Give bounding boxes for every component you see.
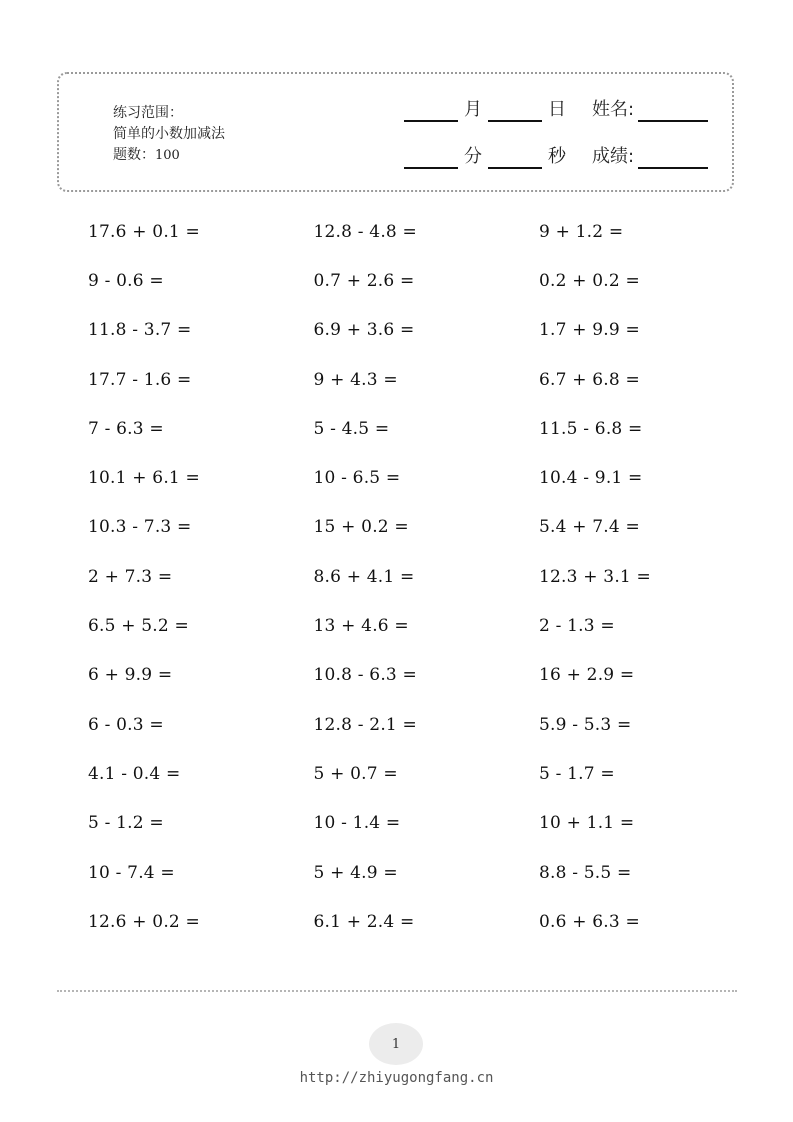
day-blank[interactable] xyxy=(488,100,542,122)
problem-row xyxy=(88,601,768,650)
problem: 8.8 - 5.5 = xyxy=(539,862,632,883)
range-label: 练习范围： xyxy=(113,105,183,121)
problem: 13 + 4.6 = xyxy=(313,616,409,637)
problem: 0.2 + 0.2 = xyxy=(539,270,640,291)
problem: 11.8 - 3.7 = xyxy=(88,320,192,341)
problem-row xyxy=(88,700,768,749)
problem-row xyxy=(88,355,768,404)
problem: 10.1 + 6.1 = xyxy=(88,468,200,489)
problem-row xyxy=(88,848,768,897)
problem: 17.7 - 1.6 = xyxy=(88,369,192,390)
problem: 16 + 2.9 = xyxy=(539,665,635,686)
problem-row xyxy=(88,256,768,305)
name-label: 姓名: xyxy=(592,99,635,120)
problem: 4.1 - 0.4 = xyxy=(88,763,181,784)
problem: 8.6 + 4.1 = xyxy=(313,566,415,587)
problem: 12.8 - 4.8 = xyxy=(313,221,417,242)
problem: 17.6 + 0.1 = xyxy=(88,221,200,242)
problem: 12.8 - 2.1 = xyxy=(313,714,417,735)
problem: 6.7 + 6.8 = xyxy=(539,369,640,390)
second-label: 秒 xyxy=(548,146,566,167)
name-blank[interactable] xyxy=(638,100,708,122)
count-line xyxy=(113,145,225,166)
month-blank[interactable] xyxy=(404,100,458,122)
footer-divider xyxy=(57,990,737,992)
time-score-row xyxy=(404,145,708,169)
problem: 6 - 0.3 = xyxy=(88,714,164,735)
problem: 9 + 4.3 = xyxy=(313,369,398,390)
problem: 10 - 7.4 = xyxy=(88,862,175,883)
problem-row xyxy=(88,306,768,355)
problem: 6.1 + 2.4 = xyxy=(313,911,415,932)
problem: 5 - 1.2 = xyxy=(88,813,164,834)
problem-row xyxy=(88,552,768,601)
count-label: 题数： xyxy=(113,147,155,163)
problem: 12.6 + 0.2 = xyxy=(88,911,200,932)
problem: 5.9 - 5.3 = xyxy=(539,714,632,735)
problem: 5 - 4.5 = xyxy=(313,418,390,439)
problem-row xyxy=(88,207,768,256)
problem: 6 + 9.9 = xyxy=(88,665,173,686)
problem: 15 + 0.2 = xyxy=(313,517,409,538)
minute-label: 分 xyxy=(464,146,482,167)
problem: 12.3 + 3.1 = xyxy=(539,566,651,587)
problem-row xyxy=(88,503,768,552)
score-label: 成绩: xyxy=(592,146,635,167)
problem: 10 + 1.1 = xyxy=(539,813,635,834)
problem: 10.4 - 9.1 = xyxy=(539,468,643,489)
problem: 6.5 + 5.2 = xyxy=(88,616,189,637)
problem-row xyxy=(88,749,768,798)
problem: 2 - 1.3 = xyxy=(539,616,615,637)
problem: 0.6 + 6.3 = xyxy=(539,911,640,932)
problem: 5 + 0.7 = xyxy=(313,763,398,784)
date-name-row xyxy=(404,98,708,122)
problem-row xyxy=(88,404,768,453)
topic-label: 简单的小数加减法 xyxy=(113,126,225,142)
problem: 7 - 6.3 = xyxy=(88,418,164,439)
problem: 0.7 + 2.6 = xyxy=(313,270,415,291)
problem: 5.4 + 7.4 = xyxy=(539,517,640,538)
month-label: 月 xyxy=(464,99,482,120)
problem-grid xyxy=(88,207,768,946)
count-value: 100 xyxy=(155,148,180,163)
second-blank[interactable] xyxy=(488,147,542,169)
problem: 11.5 - 6.8 = xyxy=(539,418,643,439)
minute-blank[interactable] xyxy=(404,147,458,169)
problem-row xyxy=(88,799,768,848)
problem: 5 + 4.9 = xyxy=(313,862,398,883)
problem: 10.3 - 7.3 = xyxy=(88,517,192,538)
problem-row xyxy=(88,651,768,700)
day-label: 日 xyxy=(548,99,566,120)
problem: 2 + 7.3 = xyxy=(88,566,173,587)
problem: 10.8 - 6.3 = xyxy=(313,665,417,686)
score-blank[interactable] xyxy=(638,147,708,169)
problem: 1.7 + 9.9 = xyxy=(539,320,640,341)
problem-row xyxy=(88,897,768,946)
problem: 9 + 1.2 = xyxy=(539,221,624,242)
problem: 10 - 1.4 = xyxy=(313,813,401,834)
problem: 6.9 + 3.6 = xyxy=(313,320,415,341)
site-url: http://zhiyugongfang.cn xyxy=(299,1070,494,1086)
problem: 10 - 6.5 = xyxy=(313,468,401,489)
problem: 5 - 1.7 = xyxy=(539,763,615,784)
page-number: 1 xyxy=(369,1023,423,1065)
problem: 9 - 0.6 = xyxy=(88,270,164,291)
problem-row xyxy=(88,453,768,502)
worksheet-info xyxy=(113,103,225,166)
